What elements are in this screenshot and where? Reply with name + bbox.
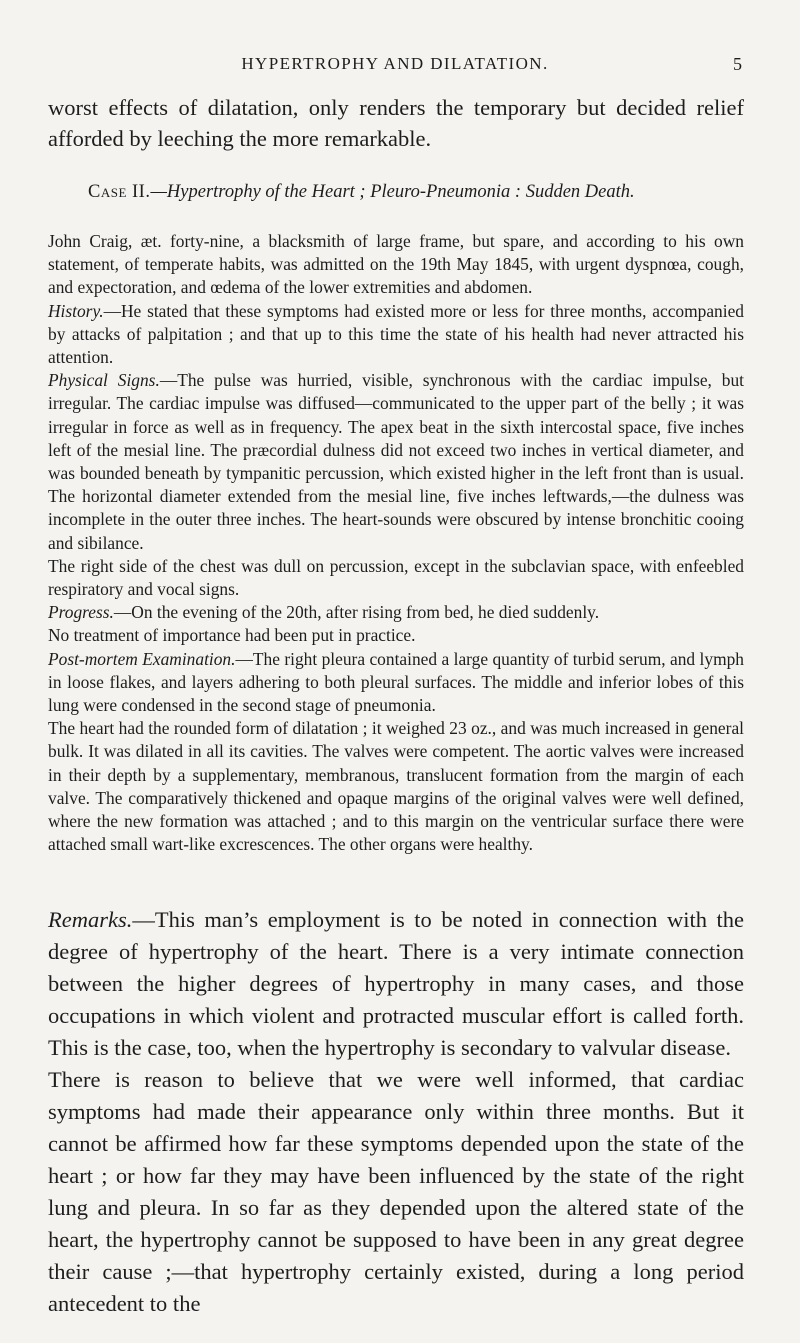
case-title: —Hypertrophy of the Heart ; Pleuro-Pneumonia : Sudden Death.: [150, 182, 635, 202]
case-heading: [48, 180, 744, 204]
case-paragraph: Progress.—On the evening of the 20th, after rising from bed, he died suddenly.: [48, 602, 600, 623]
running-head: [48, 54, 742, 78]
case-paragraph: The right side of the chest was dull on percussion, except in the subclavian space, with enfeebled respiratory and vocal signs.: [48, 555, 744, 600]
page-number: 5: [733, 54, 742, 74]
remarks-section: [48, 904, 744, 1320]
case-report: [48, 230, 744, 856]
remarks-paragraph: Remarks.—This man’s employment is to be noted in connection with the degree of hypertrophy of the heart. There is a very intimate connection between the higher degrees of hypertrophy in many cases, and those occupations in which violent and protracted muscular effort is called forth. This is the case, too, when the hypertrophy is secondary to valvular disease.: [48, 907, 744, 1060]
case-paragraph: The heart had the rounded form of dilatation ; it weighed 23 oz., and was much increased in general bulk. It was dilated in all its cavities. The valves were competent. The aortic valves were increased in their depth by a supplementary, membranous, translucent formation from the margin of each valve. The comparatively thickened and opaque margins of the original valves were well defined, where the new formation was attached ; and to this margin on the ventricular surface there were attached small wart-like excrescences. The other organs were healthy.: [48, 718, 744, 855]
lead-paragraph: worst effects of dilatation, only renders the temporary but decided relief afforded by leeching the more remarkable.: [48, 95, 744, 151]
case-paragraph: Post-mortem Examination.—The right pleura contained a large quantity of turbid serum, and lymph in loose flakes, and layers adhering to both pleural surfaces. The middle and inferior lobes of this lung were condensed in the second stage of pneumonia.: [48, 648, 744, 716]
case-paragraph: John Craig, æt. forty-nine, a blacksmith of large frame, but spare, and according to his own statement, of temperate habits, was admitted on the 19th May 1845, with urgent dyspnœa, cough, and expectoration, and œdema of the lower extremities and abdomen.: [48, 231, 744, 298]
case-label: Case II.: [88, 182, 151, 202]
case-paragraph: History.—He stated that these symptoms had existed more or less for three months, accompanied by attacks of palpitation ; and that up to this time the state of his health had never attracted his attention.: [48, 300, 744, 368]
case-paragraph: Physical Signs.—The pulse was hurried, visible, synchronous with the cardiac impulse, but irregular. The cardiac impulse was diffused—communicated to the upper part of the belly ; it was irregular in force as well as in frequency. The apex beat in the sixth intercostal space, five inches left of the mesial line. The præcordial dulness did not exceed two inches in vertical diameter, and was bounded beneath by tympanitic percussion, which existed higher in the left front than is usual. The horizontal diameter extended from the mesial line, five inches leftwards,—the dulness was incomplete in the outer three inches. The heart-sounds were obscured by intense bronchitic cooing and sibilance.: [48, 370, 745, 553]
running-title: HYPERTROPHY AND DILATATION.: [241, 54, 549, 73]
remarks-paragraph: There is reason to believe that we were well informed, that cardiac symptoms had made their appearance only within three months. But it cannot be affirmed how far these symptoms depended upon the state of the heart ; or how far they may have been influenced by the state of the right lung and pleura. In so far as they depended upon the altered state of the heart, the hypertrophy cannot be supposed to have been in any great degree their cause ;—that hypertrophy certainly existed, during a long period antecedent to the: [48, 1067, 744, 1316]
case-paragraph: No treatment of importance had been put in practice.: [48, 625, 416, 646]
